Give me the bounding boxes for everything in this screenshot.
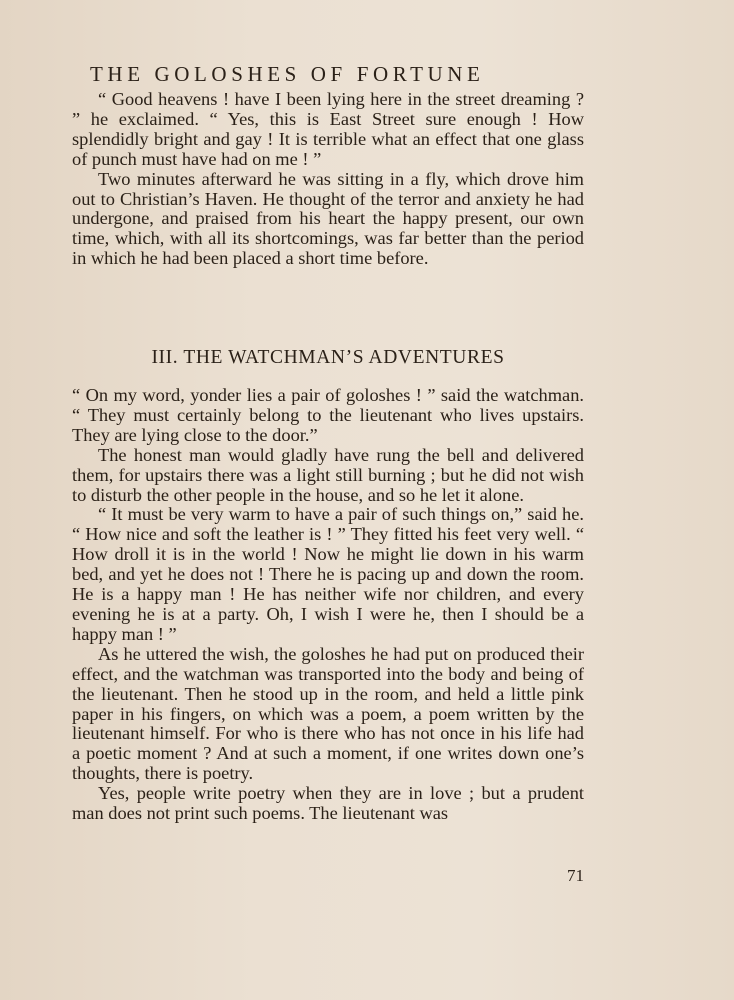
paragraph: “ On my word, yonder lies a pair of goloshes ! ” said the watchman. “ They must certainly belong to the lieutenant who lives upstairs. They are lying close to the door.” — [72, 385, 584, 445]
paragraph: Yes, people write poetry when they are in love ; but a prudent man does not print such poems. The lieutenant was — [72, 783, 584, 824]
chapter-heading: III. THE WATCHMAN’S ADVENTURES — [151, 347, 505, 368]
paragraph: The honest man would gladly have rung the bell and delivered them, for upstairs there was a light still burning ; but he did not wish to disturb the other people in the house, and so he let it alone. — [72, 444, 584, 505]
chapter-text-block — [72, 386, 584, 824]
running-head: THE GOLOSHES OF FORTUNE — [90, 62, 485, 86]
page-number: 71 — [567, 866, 584, 885]
paragraph: “ It must be very warm to have a pair of such things on,” said he. “ How nice and soft the leather is ! ” They fitted his feet very well. “ How droll it is in the world ! Now he might lie down in his warm bed, and yet he does not ! There he is pacing up and down the room. He is a happy man ! He has neither wife nor children, and every evening he is at a party. Oh, I wish I were he, then I should be a happy man ! ” — [72, 504, 584, 644]
top-text-block — [72, 90, 584, 269]
paragraph: As he uttered the wish, the goloshes he had put on produced their effect, and the watchman was transported into the body and being of the lieutenant. Then he stood up in the room, and held a little pink paper in his fingers, on which was a poem, a poem written by the lieutenant himself. For who is there who has not once in his life had a poetic moment ? And at such a moment, if one writes down one’s thoughts, there is poetry. — [72, 643, 584, 784]
paragraph: “ Good heavens ! have I been lying here in the street dreaming ? ” he exclaimed. “ Yes, this is East Street sure enough ! How splendidly bright and gay ! It is terrible what an effect that one glass of punch must have had on me ! ” — [72, 89, 584, 169]
paragraph: Two minutes afterward he was sitting in a fly, which drove him out to Christian’s Haven. He thought of the terror and anxiety he had undergone, and praised from his heart the happy present, our own time, which, with all its shortcomings, was far better than the period in which he had been placed a short time before. — [72, 168, 584, 269]
